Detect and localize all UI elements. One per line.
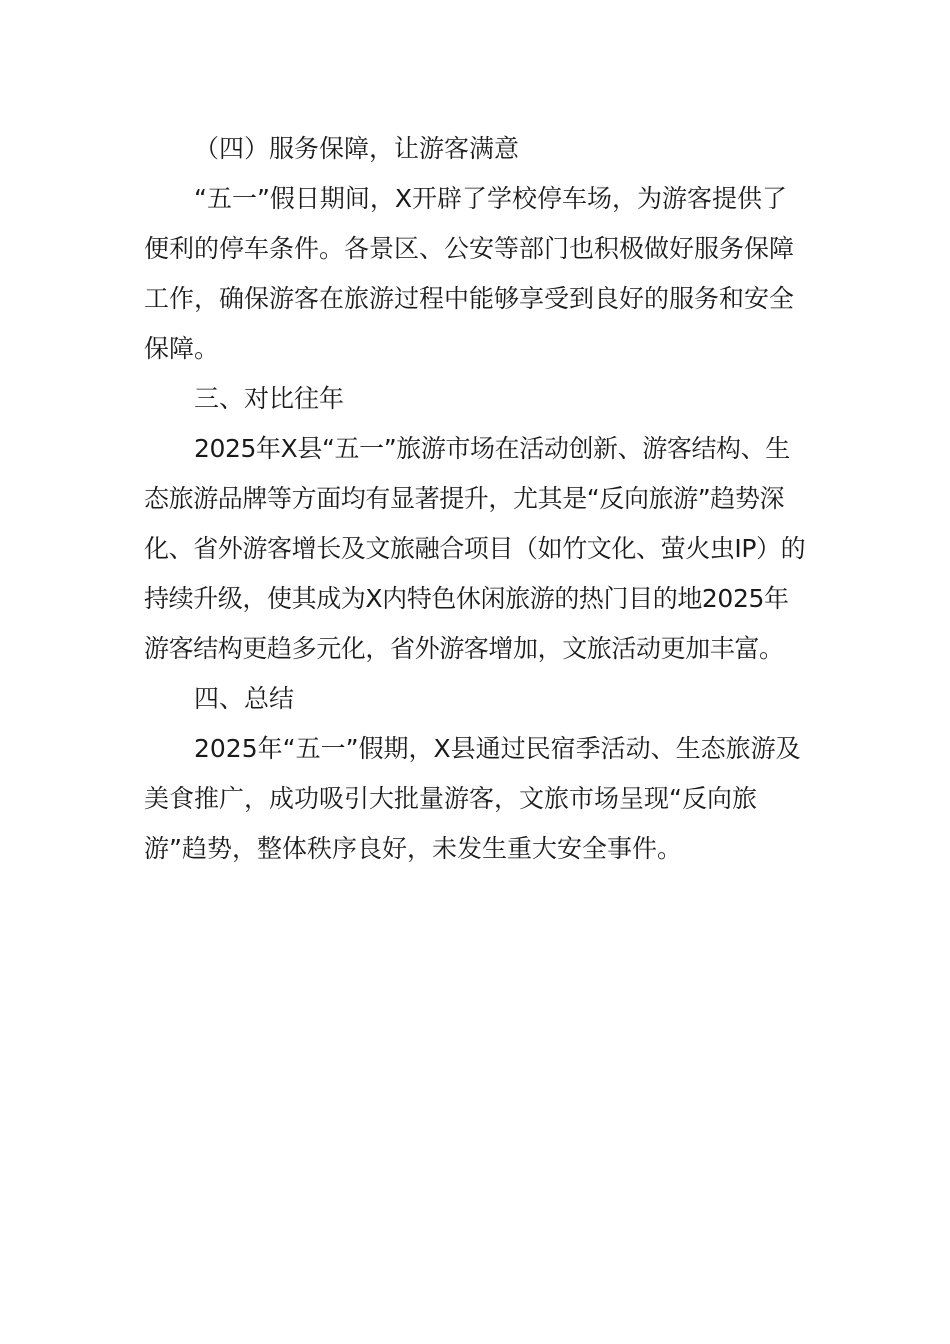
subsection-heading-service: （四）服务保障，让游客满意	[194, 134, 520, 163]
paragraph-comparison: 2025年X县“五一”旅游市场在活动创新、游客结构、生态旅游品牌等方面均有显著提升，尤其是“反向旅游”趋势深化、省外游客增长及文旅融合项目（如竹文化、萤火虫IP）的持续升级，使其成为X内特色休闲旅游的热门目的地2025年游客结构更趋多元化，省外游客增加，文旅活动更加丰富。	[144, 434, 806, 663]
paragraph-service-guarantee: “五一”假日期间，X开辟了学校停车场，为游客提供了便利的停车条件。各景区、公安等部门也积极做好服务保障工作，确保游客在旅游过程中能够享受到良好的服务和安全保障。	[144, 184, 795, 363]
document-body	[144, 124, 810, 874]
section-heading-comparison: 三、对比往年	[194, 384, 345, 413]
section-heading-summary: 四、总结	[194, 684, 295, 713]
paragraph-summary: 2025年“五一”假期，X县通过民宿季活动、生态旅游及美食推广，成功吸引大批量游客，文旅市场呈现“反向旅游”趋势，整体秩序良好，未发生重大安全事件。	[144, 734, 801, 863]
